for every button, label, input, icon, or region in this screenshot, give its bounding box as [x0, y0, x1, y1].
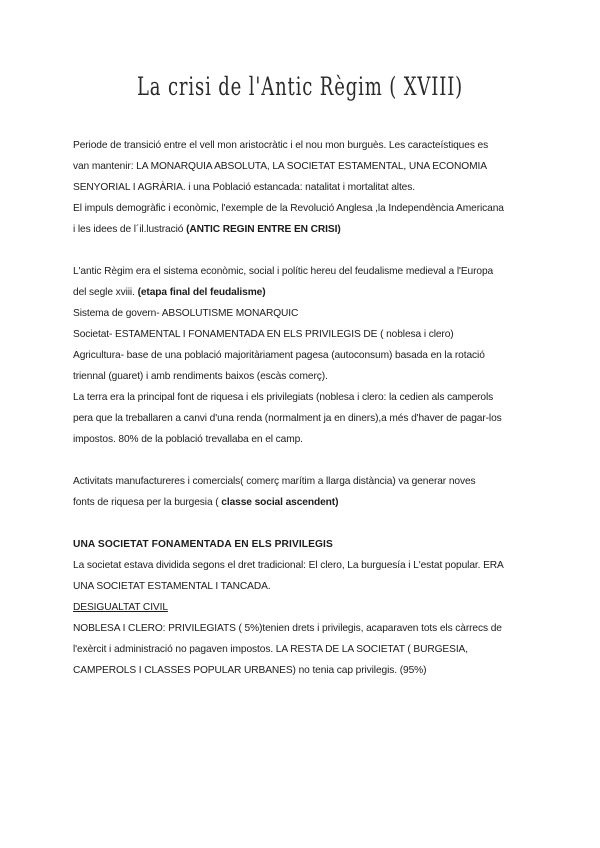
body-line: impostos. 80% de la població trevallaba en el camp.	[73, 434, 303, 445]
body-line: triennal (guaret) i amb rendiments baixos (escàs comerç).	[73, 371, 328, 382]
body-line: Periode de transició entre el vell mon aristocràtic i el nou mon burguès. Les caracteístiques es	[73, 140, 489, 151]
body-line: Agricultura- base de una població majoritàriament pagesa (autoconsum) basada en la rotació	[73, 350, 485, 361]
paragraph-spacer	[73, 240, 543, 261]
bold-emphasis: classe social ascendent)	[221, 497, 339, 508]
body-line: La societat estava dividida segons el dret tradicional: El clero, La burguesía i L'estat popular. ERA	[73, 560, 504, 571]
body-line: Sistema de govern- ABSOLUTISME MONARQUIC	[73, 308, 299, 319]
body-line: L'antic Règim era el sistema econòmic, social i polític hereu del feudalisme medieval a l'Europa	[73, 266, 494, 277]
body-line	[73, 282, 543, 303]
bold-emphasis: (etapa final del feudalisme)	[137, 287, 266, 298]
body-line: CAMPEROLS I CLASSES POPULAR URBANES) no tenia cap privilegis. (95%)	[73, 665, 427, 676]
body-line: El impuls demogràfic i econòmic, l'exemple de la Revolució Anglesa ,la Independència Americana	[73, 203, 504, 214]
body-line: pera que la treballaren a canvi d'una renda (normalment ja en diners),a més d'haver de pagar-los	[73, 413, 502, 424]
paragraph-spacer	[73, 450, 543, 471]
body-text: fonts de riquesa per la burgesia (	[73, 497, 222, 508]
body-line: SENYORIAL I AGRÀRIA. i una Població estancada: natalitat i mortalitat altes.	[73, 182, 415, 193]
document-title: La crisi de l'Antic Règim ( XVIII)	[136, 72, 464, 101]
body-line: UNA SOCIETAT ESTAMENTAL I TANCADA.	[73, 581, 271, 592]
body-text: del segle xviii.	[73, 287, 138, 298]
body-line: NOBLESA I CLERO: PRIVILEGIATS ( 5%)tenien drets i privilegis, acaparaven tots els càrrecs de	[73, 623, 502, 634]
section-subheading: DESIGUALTAT CIVIL	[73, 602, 168, 613]
body-line: Societat- ESTAMENTAL I FONAMENTADA EN ELS PRIVILEGIS DE ( noblesa i clero)	[73, 329, 454, 340]
bold-emphasis: (ANTIC REGIN ENTRE EN CRISI)	[186, 224, 341, 235]
body-line: van mantenir: LA MONARQUIA ABSOLUTA, LA SOCIETAT ESTAMENTAL, UNA ECONOMIA	[73, 161, 487, 172]
body-line: La terra era la principal font de riquesa i els privilegiats (noblesa i clero: la cedien als camperols	[73, 392, 494, 403]
body-line	[73, 219, 543, 240]
body-line	[73, 492, 543, 513]
body-line: l'exèrcit i administració no pagaven impostos. LA RESTA DE LA SOCIETAT ( BURGESIA,	[73, 644, 468, 655]
body-text: i les idees de l´il.lustració	[73, 224, 187, 235]
section-heading: UNA SOCIETAT FONAMENTADA EN ELS PRIVILEGIS	[73, 539, 333, 550]
body-line: Activitats manufactureres i comercials( comerç marítim a llarga distància) va generar noves	[73, 476, 476, 487]
document-body	[73, 135, 543, 681]
paragraph-spacer	[73, 513, 543, 534]
